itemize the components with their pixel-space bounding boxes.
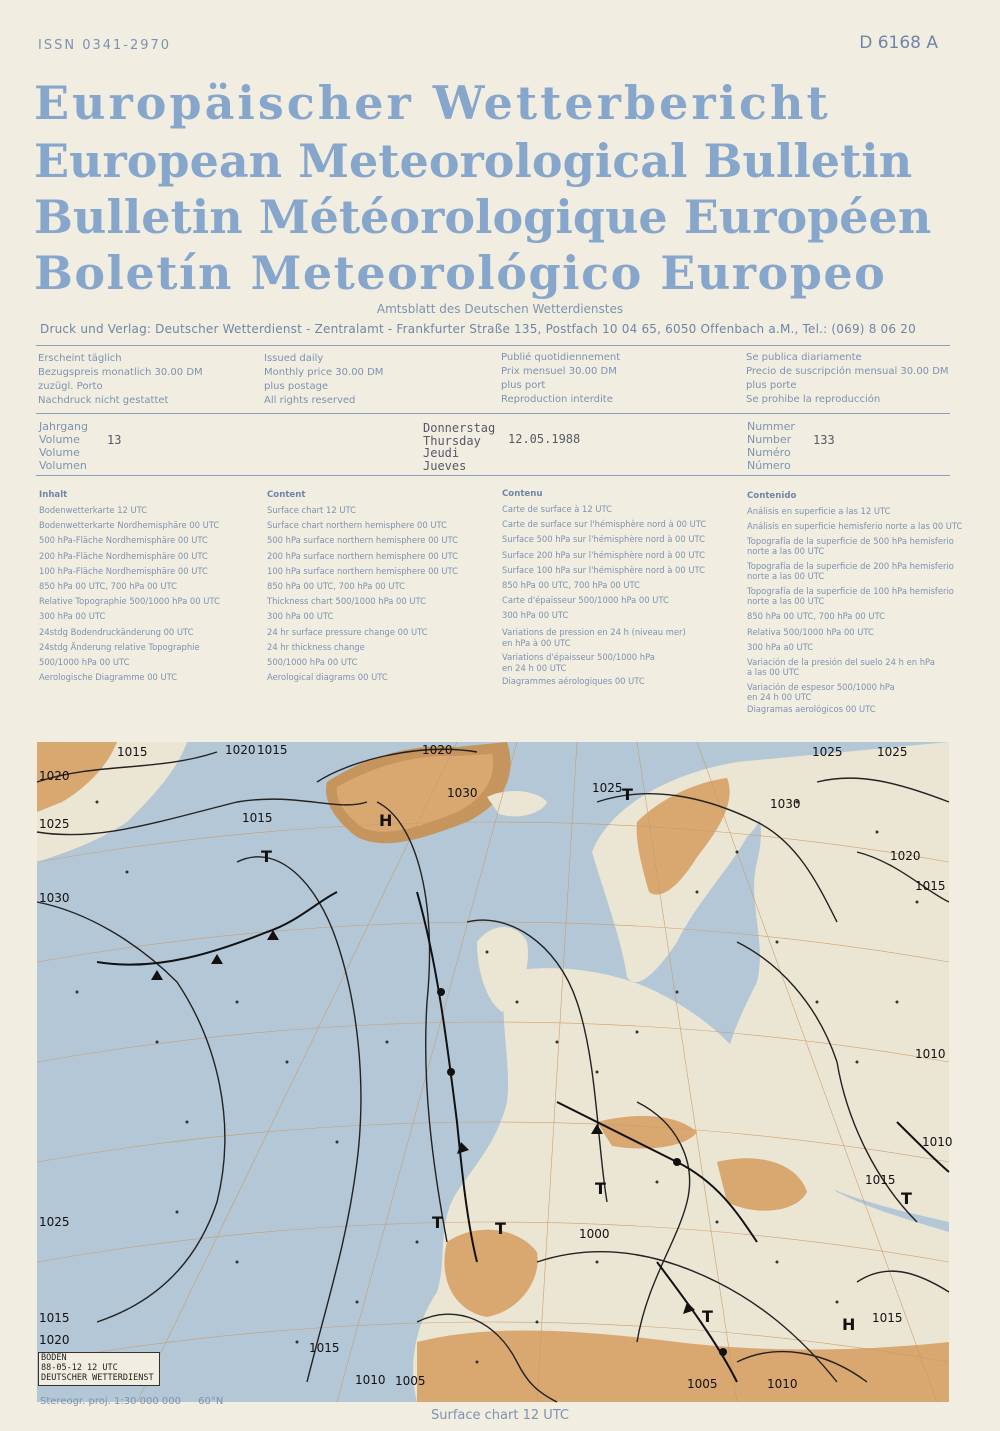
subscription-spanish	[746, 351, 949, 407]
divider	[36, 413, 950, 414]
volume-labels	[39, 420, 88, 472]
isobar-label: 1020	[225, 743, 256, 757]
contents-item: Aerological diagrams 00 UTC	[267, 672, 388, 683]
isobar-label: 1015	[39, 1311, 70, 1325]
number-label: Número	[747, 459, 791, 472]
contents-item: Análisis en superficie hemisferio norte a las 00 UTC	[747, 521, 963, 532]
title-french: Bulletin Météorologique Européen	[34, 190, 932, 244]
contents-item: norte a las 00 UTC	[747, 571, 825, 582]
isobar-label: 1020	[39, 769, 70, 783]
isobar-label: 1025	[877, 745, 908, 759]
sub-line: Reproduction interdite	[501, 394, 613, 405]
isobar-label: 1020	[890, 849, 921, 863]
number-label: Numéro	[747, 446, 791, 459]
issue-number: 133	[813, 433, 835, 447]
isobar-label: 1020	[39, 1333, 70, 1347]
isobar-label: 1010	[922, 1135, 953, 1149]
contents-item: Carte de surface sur l'hémisphère nord à 00 UTC	[502, 519, 707, 530]
contents-item: 24stdg Änderung relative Topographie	[39, 641, 200, 652]
issue-date: 12.05.1988	[508, 432, 581, 446]
low-pressure-center: T	[495, 1219, 506, 1238]
volume-label: Volumen	[39, 459, 87, 472]
isobar-label: 1015	[915, 879, 946, 893]
sub-line: plus postage	[264, 381, 329, 392]
surface-weather-map	[37, 742, 953, 1402]
contents-item: 500 hPa-Fläche Nordhemisphäre 00 UTC	[39, 535, 208, 546]
contents-item: 24 hr thickness change	[267, 641, 365, 652]
contents-item: Topografía de la superficie de 500 hPa hemisferio	[747, 536, 954, 547]
projection-note	[40, 1396, 223, 1407]
publication-code: D 6168 A	[859, 33, 938, 53]
contents-item: Relative Topographie 500/1000 hPa 00 UTC	[39, 596, 220, 607]
contents-item: en 24 h 00 UTC	[502, 662, 567, 673]
publisher-line: Druck und Verlag: Deutscher Wetterdienst - Zentralamt - Frankfurter Straße 135, Postfach 10 04 65, 6050 Offenbach a.M., Tel.: (069) 8 06 20	[40, 322, 916, 336]
contents-item: 500 hPa surface northern hemisphere 00 UTC	[267, 535, 459, 546]
contents-item: Variación de la presión del suelo 24 h en hPa	[747, 657, 935, 668]
high-pressure-center: H	[379, 811, 393, 830]
contents-item: 24 hr surface pressure change 00 UTC	[267, 626, 428, 637]
contents-item: Surface chart 12 UTC	[267, 505, 356, 515]
isobar-label: 1015	[117, 745, 148, 759]
sub-line: Nachdruck nicht gestattet	[38, 395, 169, 406]
contents-item: Diagramas aerológicos 00 UTC	[747, 704, 876, 715]
contents-item: Variación de espesor 500/1000 hPa	[747, 682, 895, 693]
contents-item: norte a las 00 UTC	[747, 596, 825, 607]
contents-item: Relativa 500/1000 hPa 00 UTC	[747, 626, 874, 637]
land-masses	[37, 742, 949, 1402]
number-label: Nummer	[747, 420, 795, 433]
contents-item: 24stdg Bodendruckänderung 00 UTC	[39, 626, 194, 637]
isobar-label: 1025	[39, 817, 70, 831]
contents-item: 300 hPa 00 UTC	[502, 610, 569, 621]
contents-item: 300 hPa 00 UTC	[39, 611, 106, 622]
contents-item: norte a las 00 UTC	[747, 546, 825, 557]
isobar-label: 1025	[812, 745, 843, 759]
amtsblatt-line: Amtsblatt des Deutschen Wetterdienstes	[376, 302, 624, 316]
isobar-label: 1010	[915, 1047, 946, 1061]
title-spanish: Boletín Meteorológico Europeo	[34, 246, 887, 300]
contents-item: 300 hPa 00 UTC	[267, 611, 334, 622]
isobar-label: 1015	[257, 743, 288, 757]
contents-item: 200 hPa-Fläche Nordhemisphäre 00 UTC	[39, 550, 208, 561]
stamp-line: DEUTSCHER WETTERDIENST	[41, 1373, 154, 1383]
contents-item: Diagrammes aérologiques 00 UTC	[502, 675, 645, 686]
contents-french	[502, 486, 706, 689]
volume-label: Volume	[39, 433, 80, 446]
contents-item: Surface 500 hPa sur l'hémisphère nord à 00 UTC	[502, 534, 705, 545]
contents-item: 850 hPa 00 UTC, 700 hPa 00 UTC	[502, 580, 641, 591]
contents-german	[39, 487, 220, 685]
contents-item: 850 hPa 00 UTC, 700 hPa 00 UTC	[747, 611, 886, 622]
contents-spanish	[747, 488, 962, 717]
contents-item: Topografía de la superficie de 200 hPa hemisferio	[747, 561, 954, 572]
low-pressure-center: T	[432, 1213, 443, 1232]
isobar-label: 1020	[422, 743, 453, 757]
sub-line: Precio de suscripción mensual 30.00 DM	[746, 366, 949, 377]
low-pressure-center: T	[595, 1179, 606, 1198]
volume-label: Volume	[39, 446, 80, 459]
title-english: European Meteorological Bulletin	[34, 134, 913, 188]
volume-value: 13	[107, 433, 122, 447]
sub-line: zuzügl. Porto	[38, 381, 103, 392]
low-pressure-center: T	[901, 1189, 912, 1208]
sub-line: plus porte	[746, 380, 797, 391]
low-pressure-center: T	[622, 785, 633, 804]
number-label: Number	[747, 433, 792, 446]
weekday: Donnerstag	[423, 421, 496, 435]
sub-line: Bezugspreis monatlich 30.00 DM	[38, 367, 203, 378]
stamp-line: BODEN	[41, 1353, 67, 1363]
contents-item: Thickness chart 500/1000 hPa 00 UTC	[267, 596, 426, 607]
isobar-label: 1005	[395, 1374, 426, 1388]
low-pressure-center: T	[261, 847, 272, 866]
isobar-label: 1015	[309, 1341, 340, 1355]
sub-line: Prix mensuel 30.00 DM	[501, 366, 617, 377]
contents-item: Topografía de la superficie de 100 hPa hemisferio	[747, 586, 954, 597]
isobar-label: 1030	[39, 891, 70, 905]
stamp-line: 88-05-12 12 UTC	[41, 1363, 118, 1373]
sub-line: Se prohibe la reproducción	[746, 394, 881, 405]
isobar-label: 1015	[242, 811, 273, 825]
contents-item: a las 00 UTC	[747, 667, 800, 678]
contents-item: 200 hPa surface northern hemisphere 00 UTC	[267, 550, 459, 561]
contents-item: 850 hPa 00 UTC, 700 hPa 00 UTC	[39, 581, 178, 592]
isobar-label: 1010	[355, 1373, 386, 1387]
contents-item: Surface 200 hPa sur l'hémisphère nord à 00 UTC	[502, 549, 705, 560]
contents-item: Aerologische Diagramme 00 UTC	[39, 672, 178, 683]
isobar-label: 1030	[770, 797, 801, 811]
contents-item: 300 hPa a0 UTC	[747, 641, 814, 652]
contents-english	[267, 487, 458, 685]
contents-item: en 24 h 00 UTC	[747, 692, 812, 703]
contents-item: en hPa à 00 UTC	[502, 637, 571, 648]
isobar-label: 1030	[447, 786, 478, 800]
weekday: Thursday	[423, 433, 481, 448]
divider	[36, 345, 950, 346]
contents-item: Análisis en superficie a las 12 UTC	[747, 506, 891, 516]
high-pressure-center: H	[842, 1315, 856, 1334]
contents-item: Surface 100 hPa sur l'hémisphère nord à 00 UTC	[502, 564, 705, 575]
volume-label: Jahrgang	[39, 420, 88, 433]
contents-item: 100 hPa surface northern hemisphere 00 UTC	[267, 565, 459, 576]
sub-line: Se publica diariamente	[746, 352, 862, 363]
isobar-label: 1025	[592, 781, 623, 795]
map-caption: Surface chart 12 UTC	[430, 1408, 570, 1423]
number-labels	[747, 420, 795, 472]
contents-heading: Content	[267, 490, 306, 500]
sub-line: plus port	[501, 380, 546, 391]
contents-heading: Inhalt	[39, 490, 68, 500]
contents-item: 850 hPa 00 UTC, 700 hPa 00 UTC	[267, 581, 406, 592]
isobar-label: 1015	[872, 1311, 903, 1325]
contents-item: Carte d'épaisseur 500/1000 hPa 00 UTC	[502, 595, 669, 606]
projection-latitude: 60°N	[198, 1396, 224, 1407]
subscription-french	[501, 351, 620, 407]
isobar-label: 1010	[767, 1377, 798, 1391]
sub-line: Issued daily	[264, 353, 324, 364]
contents-item: Surface chart northern hemisphere 00 UTC	[267, 520, 447, 531]
subscription-german	[38, 352, 203, 408]
title-german: Europäischer Wetterbericht	[34, 76, 831, 130]
isobar-label: 1015	[865, 1173, 896, 1187]
sub-line: All rights reserved	[264, 395, 356, 406]
contents-heading: Contenu	[502, 489, 543, 499]
contents-item: Variations de pression en 24 h (niveau mer)	[502, 626, 686, 637]
contents-heading: Contenido	[747, 491, 797, 501]
weekday-labels	[423, 422, 495, 472]
sub-line: Publié quotidiennement	[501, 352, 621, 363]
contents-item: Bodenwetterkarte 12 UTC	[39, 505, 148, 515]
divider	[36, 475, 950, 476]
contents-item: Bodenwetterkarte Nordhemisphäre 00 UTC	[39, 520, 220, 531]
weekday: Jeudi	[423, 446, 460, 460]
isobar-label: 1005	[687, 1377, 718, 1391]
sub-line: Erscheint täglich	[38, 353, 122, 364]
contents-item: Variations d'épaisseur 500/1000 hPa	[502, 651, 655, 662]
contents-item: 500/1000 hPa 00 UTC	[39, 657, 130, 668]
contents-item: Carte de surface à 12 UTC	[502, 504, 612, 514]
isobar-label: 1000	[579, 1227, 610, 1241]
isobar-label: 1025	[39, 1215, 70, 1229]
issn-number: ISSN 0341-2970	[38, 38, 172, 53]
map-stamp	[38, 1352, 160, 1386]
contents-item: 100 hPa-Fläche Nordhemisphäre 00 UTC	[39, 565, 208, 576]
contents-item: 500/1000 hPa 00 UTC	[267, 657, 358, 668]
iceland	[487, 791, 547, 816]
weekday: Jueves	[423, 458, 467, 473]
sub-line: Monthly price 30.00 DM	[264, 367, 384, 378]
low-pressure-center: T	[702, 1307, 713, 1326]
subscription-english	[264, 352, 383, 408]
projection-scale: Stereogr. proj. 1:30 000 000	[40, 1396, 181, 1407]
